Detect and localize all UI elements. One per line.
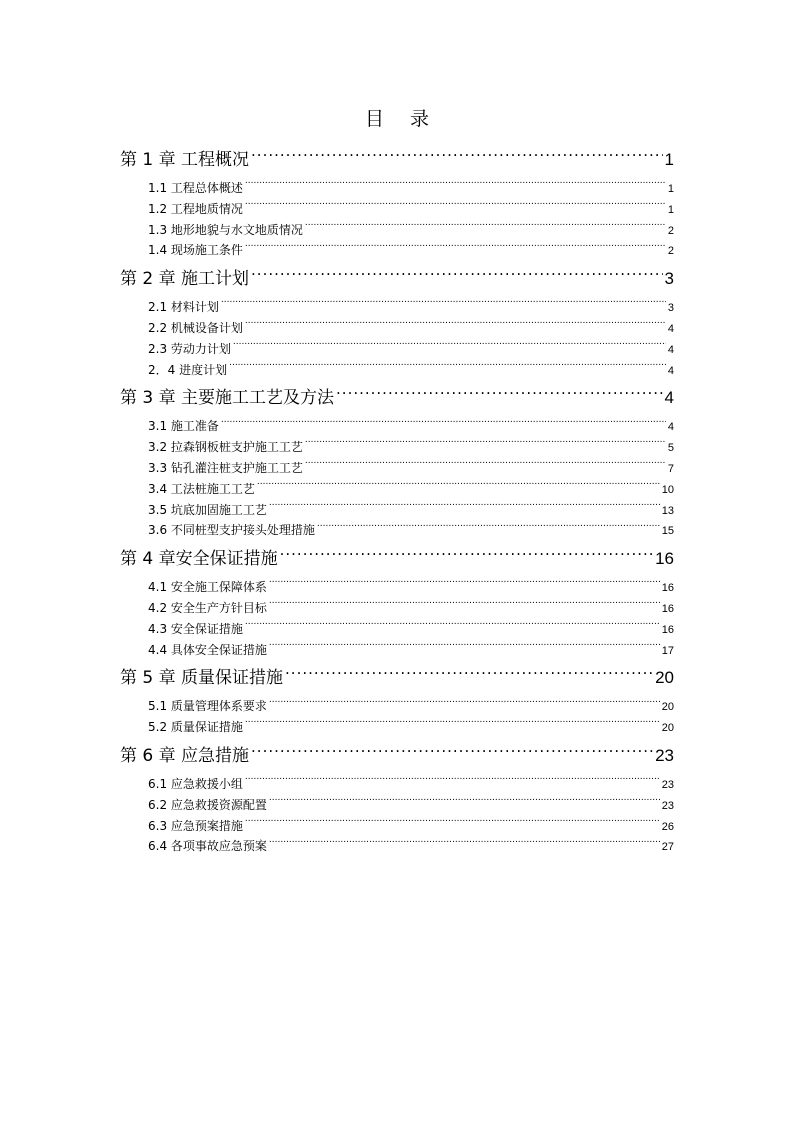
toc-section-page-number: 4 — [667, 364, 674, 377]
toc-title — [0, 104, 794, 131]
toc-section-entry[interactable] — [120, 577, 674, 598]
toc-dot-leader — [251, 744, 653, 761]
toc-dot-leader — [229, 362, 666, 374]
toc-chapter-entry[interactable] — [120, 384, 674, 411]
toc-section-entry[interactable] — [120, 520, 674, 541]
toc-section-list — [120, 691, 674, 738]
toc-section-page-number: 23 — [661, 778, 674, 791]
toc-section-label: 4.1 安全施工保障体系 — [148, 580, 267, 595]
toc-chapter-page-number: 16 — [655, 549, 674, 569]
toc-section-entry[interactable] — [120, 220, 674, 241]
toc-dot-leader — [245, 242, 666, 254]
toc-section-entry[interactable] — [120, 500, 674, 521]
toc-chapter-label: 第 4 章安全保证措施 — [120, 549, 278, 570]
toc-section-label: 5.2 质量保证措施 — [148, 720, 243, 735]
toc-section-label: 2.1 材料计划 — [148, 300, 219, 315]
toc-dot-leader — [269, 600, 660, 612]
toc-dot-leader — [245, 719, 660, 731]
toc-title-left: 目 — [364, 108, 384, 130]
toc-chapter-page-number: 4 — [664, 388, 674, 408]
toc-section-list — [120, 572, 674, 660]
toc-dot-leader — [269, 797, 660, 809]
toc-dot-leader — [305, 222, 666, 234]
toc-section-page-number: 26 — [661, 820, 674, 833]
toc-chapter-label: 第 3 章 主要施工工艺及方法 — [120, 388, 335, 409]
toc-chapter-entry[interactable] — [120, 146, 674, 173]
toc-section-label: 4.2 安全生产方针目标 — [148, 600, 267, 615]
toc-section-entry[interactable] — [120, 598, 674, 619]
toc-chapter-label: 第 6 章 应急措施 — [120, 745, 250, 766]
toc-section-label: 5.1 质量管理体系要求 — [148, 699, 267, 714]
toc-dot-leader — [221, 418, 666, 430]
toc-section-entry[interactable] — [120, 479, 674, 500]
toc-chapter-entry[interactable] — [120, 742, 674, 769]
toc-section-page-number: 4 — [667, 322, 674, 335]
toc-dot-leader — [285, 666, 653, 683]
toc-section-entry[interactable] — [120, 297, 674, 318]
toc-section-page-number: 15 — [661, 525, 674, 538]
toc-chapter-entry[interactable] — [120, 664, 674, 691]
toc-section-label: 2.2 机械设备计划 — [148, 320, 243, 335]
toc-dot-leader — [257, 481, 660, 493]
toc-chapter-entry[interactable] — [120, 265, 674, 292]
toc-section-entry[interactable] — [120, 696, 674, 717]
toc-section-label: 3.4 工法桩施工工艺 — [148, 481, 255, 496]
toc-section-label: 1.4 现场施工条件 — [148, 243, 243, 258]
toc-section-label: 6.4 各项事故应急预案 — [148, 839, 267, 854]
toc-dot-leader — [317, 522, 660, 534]
toc-section-entry[interactable] — [120, 360, 674, 381]
toc-section-entry[interactable] — [120, 458, 674, 479]
toc-section-label: 4.3 安全保证措施 — [148, 621, 243, 636]
toc-section-page-number: 1 — [667, 183, 674, 195]
toc-section-label: 6.2 应急救援资源配置 — [148, 797, 267, 812]
toc-dot-leader — [245, 320, 666, 332]
toc-section-list — [120, 292, 674, 380]
toc-chapter-page-number: 23 — [655, 745, 674, 765]
toc-dot-leader — [269, 642, 660, 654]
toc-section-page-number: 13 — [661, 504, 674, 517]
toc-section-entry[interactable] — [120, 774, 674, 795]
toc-chapter-label: 第 1 章 工程概况 — [120, 150, 250, 170]
toc-section-page-number: 1 — [667, 203, 674, 216]
toc-section-page-number: 4 — [667, 421, 674, 434]
toc-section-entry[interactable] — [120, 437, 674, 458]
toc-section-entry[interactable] — [120, 178, 674, 199]
toc-chapter-page-number: 20 — [655, 668, 674, 688]
toc-section-list — [120, 173, 674, 261]
toc-section-entry[interactable] — [120, 416, 674, 437]
table-of-contents — [120, 145, 674, 861]
toc-dot-leader — [221, 299, 666, 311]
toc-section-page-number: 20 — [661, 722, 674, 735]
toc-dot-leader — [245, 621, 660, 633]
toc-chapter-label: 第 5 章 质量保证措施 — [120, 668, 284, 689]
toc-chapter-group — [120, 384, 674, 541]
toc-chapter-entry[interactable] — [120, 545, 674, 572]
toc-section-page-number: 23 — [661, 799, 674, 812]
toc-dot-leader — [269, 502, 660, 514]
toc-section-entry[interactable] — [120, 339, 674, 360]
toc-dot-leader — [245, 180, 666, 192]
toc-dot-leader — [305, 460, 666, 472]
toc-section-page-number: 5 — [667, 442, 674, 455]
toc-dot-leader — [269, 698, 660, 710]
toc-section-entry[interactable] — [120, 836, 674, 857]
toc-chapter-label: 第 2 章 施工计划 — [120, 269, 250, 290]
toc-section-label: 2.3 劳动力计划 — [148, 341, 231, 356]
toc-dot-leader — [305, 439, 666, 451]
toc-section-page-number: 2 — [667, 224, 674, 237]
toc-chapter-page-number: 3 — [664, 269, 674, 289]
toc-dot-leader — [245, 201, 666, 213]
toc-section-label: 6.1 应急救援小组 — [148, 776, 243, 791]
toc-section-entry[interactable] — [120, 816, 674, 837]
toc-section-page-number: 17 — [661, 644, 674, 657]
toc-section-entry[interactable] — [120, 795, 674, 816]
toc-chapter-group — [120, 664, 674, 738]
toc-dot-leader — [233, 341, 666, 353]
toc-section-page-number: 7 — [667, 462, 674, 475]
toc-section-list — [120, 769, 674, 857]
toc-section-label: 1.2 工程地质情况 — [148, 201, 243, 216]
toc-section-entry[interactable] — [120, 199, 674, 220]
toc-dot-leader — [251, 148, 663, 165]
toc-dot-leader — [336, 386, 663, 403]
toc-section-label: 1.1 工程总体概述 — [148, 181, 243, 195]
toc-section-page-number: 4 — [667, 343, 674, 356]
toc-section-page-number: 10 — [661, 483, 674, 496]
toc-section-entry[interactable] — [120, 240, 674, 261]
toc-section-page-number: 3 — [667, 302, 674, 315]
toc-title-right: 录 — [410, 108, 430, 130]
toc-dot-leader — [269, 579, 660, 591]
toc-chapter-group — [120, 742, 674, 857]
toc-chapter-group — [120, 146, 674, 261]
toc-section-page-number: 16 — [661, 602, 674, 615]
toc-section-entry[interactable] — [120, 318, 674, 339]
toc-dot-leader — [251, 267, 663, 284]
toc-section-entry[interactable] — [120, 619, 674, 640]
toc-section-entry[interactable] — [120, 717, 674, 738]
toc-section-label: 3.5 坑底加固施工工艺 — [148, 502, 267, 517]
toc-section-list — [120, 411, 674, 541]
toc-chapter-page-number: 1 — [664, 150, 674, 169]
toc-section-label: 3.2 拉森钢板桩支护施工工艺 — [148, 440, 303, 455]
toc-chapter-group — [120, 545, 674, 660]
toc-dot-leader — [280, 547, 653, 564]
toc-dot-leader — [269, 838, 660, 850]
toc-section-page-number: 27 — [661, 841, 674, 854]
toc-section-label: 6.3 应急预案措施 — [148, 818, 243, 833]
toc-section-label: 3.6 不同桩型支护接头处理措施 — [148, 523, 315, 538]
toc-section-page-number: 20 — [661, 701, 674, 714]
toc-section-label: 3.3 钻孔灌注桩支护施工工艺 — [148, 460, 303, 475]
toc-section-label: 2．4 进度计划 — [148, 362, 228, 377]
toc-section-label: 3.1 施工准备 — [148, 419, 219, 434]
toc-section-label: 1.3 地形地貌与水文地质情况 — [148, 222, 303, 237]
toc-section-entry[interactable] — [120, 640, 674, 661]
toc-section-page-number: 16 — [661, 582, 674, 595]
toc-dot-leader — [245, 818, 660, 830]
toc-dot-leader — [245, 776, 660, 788]
toc-section-page-number: 2 — [667, 245, 674, 258]
toc-section-label: 4.4 具体安全保证措施 — [148, 642, 267, 657]
toc-chapter-group — [120, 265, 674, 380]
toc-section-page-number: 16 — [661, 623, 674, 636]
